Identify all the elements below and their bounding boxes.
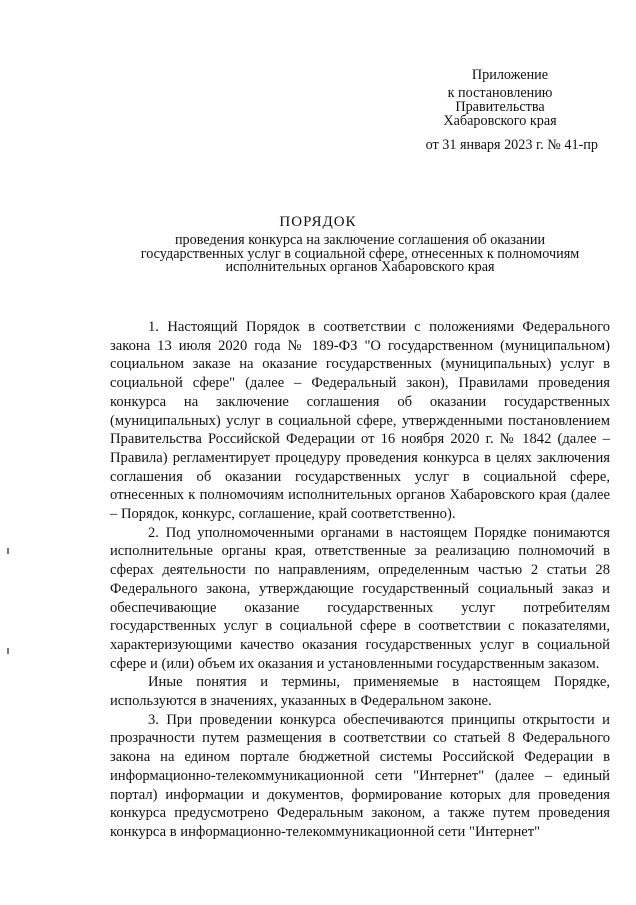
subtitle-line: государственных услуг в социальной сфере, отнесенных к полномочиям [140, 245, 580, 262]
paragraph-1: 1. Настоящий Порядок в соответствии с положениями Федерального закона 13 июля 2020 года № 189-ФЗ "О государственном (муниципальном) социальном заказе на оказание государственных (муниципальных) услуг в социальной сфере" (далее – Федеральный закон), Правилами проведения конкурса на заключение соглашения об оказании государственных (муниципальных) услуг в социальной сфере, утвержденными постановлением Правительства Российской Федерации от 16 ноября 2020 г. № 1842 (далее – Правила) регламентирует процедуру проведения конкурса в целях заключения соглашения об оказании государственных услуг в социальной сфере, отнесенных к полномочиям исполнительных органов Хабаровского края (далее – Порядок, конкурс, соглашение, край соответственно). [110, 319, 610, 523]
paragraph-3: 3. При проведении конкурса обеспечиваются принципы открытости и прозрачности путем размещения в соответствии со статьей 8 Федерального закона на едином портале бюджетной системы Российской Федерации в информационно-телекоммуникационной сети "Интернет" (далее – единый портал) информации и документов, формирование которых для проведения конкурса предусмотрено Федеральным законом, а также путем проведения конкурса в информационно-телекоммуникационной сети "Интернет" [110, 711, 610, 840]
approval-line-appendix: Приложение [471, 67, 549, 83]
document-title: ПОРЯДОК [279, 214, 357, 230]
document-body [110, 318, 610, 842]
subtitle-line: проведения конкурса на заключение соглашения об оказании [174, 232, 546, 248]
scan-margin-mark [7, 548, 9, 554]
scan-margin-mark [7, 648, 9, 654]
approval-line-date-number: от 31 января 2023 г. № 41-пр [425, 137, 598, 153]
approval-block [400, 68, 600, 152]
approval-line-region: Хабаровского края [443, 113, 557, 129]
document-subtitle [120, 234, 600, 275]
paragraph-2: 2. Под уполномоченными органами в настоящем Порядке понимаются исполнительные органы края, ответственные за реализацию полномочий в сферах деятельности по направлениям, определенным частью 2 статьи 28 Федерального закона, утверждающие государственный социальный заказ и обеспечивающие оказание государственных услуг потребителям государственных услуг в социальной сфере в соответствии с показателями, характеризующими качество оказания государственных услуг в социальной сфере и (или) объем их оказания и установленными государственным заказом. [110, 524, 610, 672]
subtitle-line: исполнительных органов Хабаровского края [225, 259, 495, 275]
approval-line-resolution: к постановлению [447, 85, 553, 101]
approval-line-government: Правительства [455, 99, 545, 115]
paragraph-2-note: Иные понятия и термины, применяемые в настоящем Порядке, используются в значениях, указанных в Федеральном законе. [110, 674, 610, 710]
